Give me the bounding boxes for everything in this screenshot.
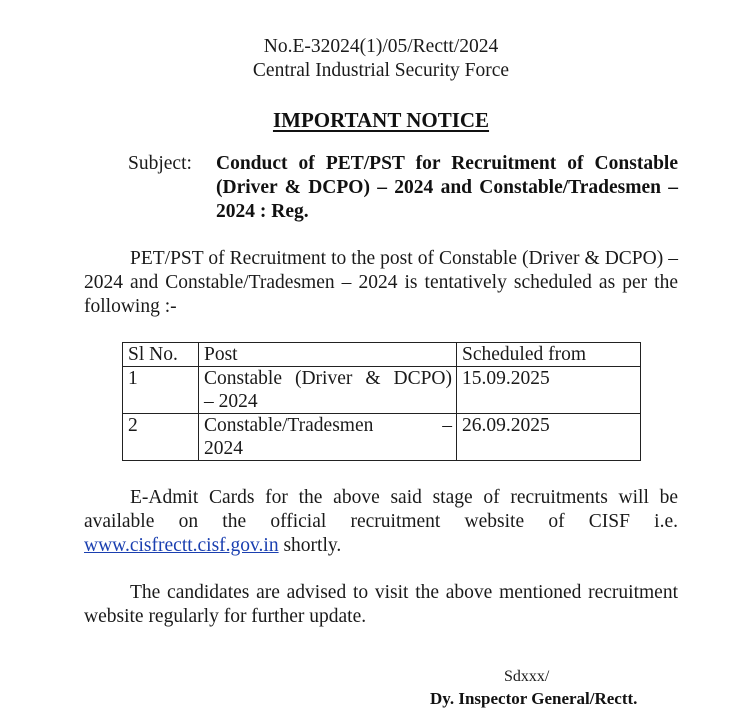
post-text: Constable (Driver & DCPO) — [204, 368, 452, 389]
cell-scheduled-from: 26.09.2025 — [457, 414, 641, 461]
table-row — [123, 414, 641, 461]
intro-paragraph: PET/PST of Recruitment to the post of Constable (Driver & DCPO) – 2024 and Constable/Tradesmen – 2024 is tentatively scheduled as per the following :- — [84, 248, 678, 317]
cell-sl-no: 2 — [123, 414, 199, 461]
header-sl-no: Sl No. — [123, 343, 199, 367]
schedule-table — [122, 342, 641, 461]
notice-title: IMPORTANT NOTICE — [272, 108, 490, 132]
table-header-row — [123, 343, 641, 367]
recruitment-website-link[interactable]: www.cisfrectt.cisf.gov.in — [84, 535, 279, 556]
subject-text: Conduct of PET/PST for Recruitment of Constable (Driver & DCPO) – 2024 and Constable/Tradesmen – 2024 : Reg. — [216, 153, 678, 222]
organization-name: Central Industrial Security Force — [252, 60, 510, 81]
subject-label: Subject: — [128, 153, 192, 174]
admit-card-paragraph — [84, 486, 678, 558]
post-text: Constable/Tradesmen – — [204, 415, 452, 436]
cell-scheduled-from: 15.09.2025 — [457, 367, 641, 414]
advice-paragraph: The candidates are advised to visit the above mentioned recruitment website regularly for further update. — [84, 582, 678, 627]
signature-designation: Dy. Inspector General/Rectt. — [430, 689, 638, 708]
header-scheduled-from: Scheduled from — [457, 343, 641, 367]
cell-post — [199, 414, 457, 461]
header-post: Post — [199, 343, 457, 367]
signature-name: Sdxxx/ — [504, 668, 550, 685]
admit-card-text: E-Admit Cards for the above said stage of recruitments will be available on the official recruitment website of CISF i.e. — [84, 487, 678, 532]
subject-block — [128, 152, 678, 224]
post-text-tail: – 2024 — [204, 391, 258, 412]
table-row — [123, 367, 641, 414]
post-text-tail: 2024 — [204, 438, 243, 459]
reference-number: No.E-32024(1)/05/Rectt/2024 — [263, 36, 499, 57]
cell-post — [199, 367, 457, 414]
cell-sl-no: 1 — [123, 367, 199, 414]
admit-card-text-end: shortly. — [278, 535, 342, 556]
